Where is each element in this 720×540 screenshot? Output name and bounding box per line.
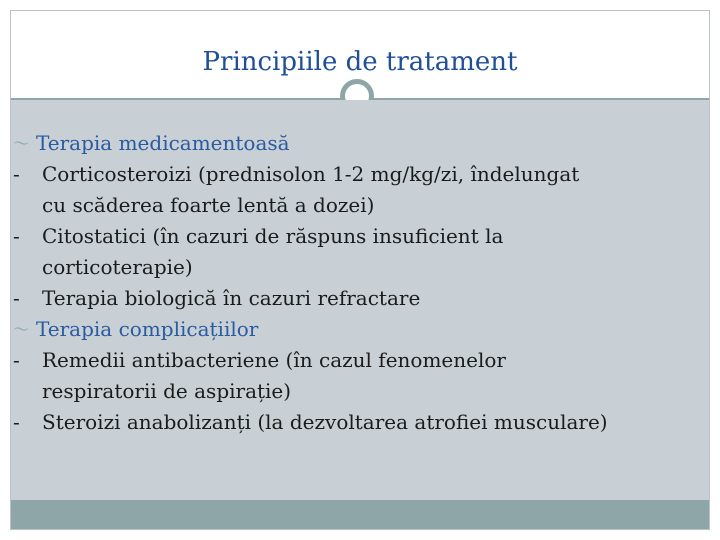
content-area <box>11 100 709 500</box>
slide-title: Principiile de tratament <box>202 47 518 77</box>
section-heading-text: Terapia medicamentoasă <box>36 131 290 155</box>
footer-bar <box>11 500 709 529</box>
dash-marker: - <box>13 162 20 186</box>
list-item <box>11 221 709 252</box>
wave-bullet-icon: 〜 <box>13 320 30 339</box>
wave-bullet-icon: 〜 <box>13 134 30 153</box>
list-item-continuation <box>11 376 709 407</box>
section-heading <box>11 314 709 345</box>
dash-marker: - <box>13 410 20 434</box>
list-item-continuation <box>11 190 709 221</box>
section-heading <box>11 128 709 159</box>
dash-marker: - <box>13 286 20 310</box>
list-item-continuation <box>11 252 709 283</box>
list-item <box>11 159 709 190</box>
list-item-text: cu scăderea foarte lentă a dozei) <box>42 193 375 217</box>
list-item-text: Terapia biologică în cazuri refractare <box>42 286 421 310</box>
list-item-text: corticoterapie) <box>42 255 193 279</box>
list-item-text: Steroizi anabolizanți (la dezvoltarea atrofiei musculare) <box>42 410 608 434</box>
bullet-list <box>11 128 709 438</box>
list-item <box>11 345 709 376</box>
dash-marker: - <box>13 348 20 372</box>
dash-marker: - <box>13 224 20 248</box>
list-item <box>11 283 709 314</box>
list-item-text: Citostatici (în cazuri de răspuns insuficient la <box>42 224 504 248</box>
list-item-text: respiratorii de aspirație) <box>42 379 292 403</box>
list-item-text: Corticosteroizi (prednisolon 1-2 mg/kg/zi, îndelungat <box>42 162 580 186</box>
list-item-text: Remedii antibacteriene (în cazul fenomenelor <box>42 348 506 372</box>
section-heading-text: Terapia complicațiilor <box>36 317 259 341</box>
list-item <box>11 407 709 438</box>
